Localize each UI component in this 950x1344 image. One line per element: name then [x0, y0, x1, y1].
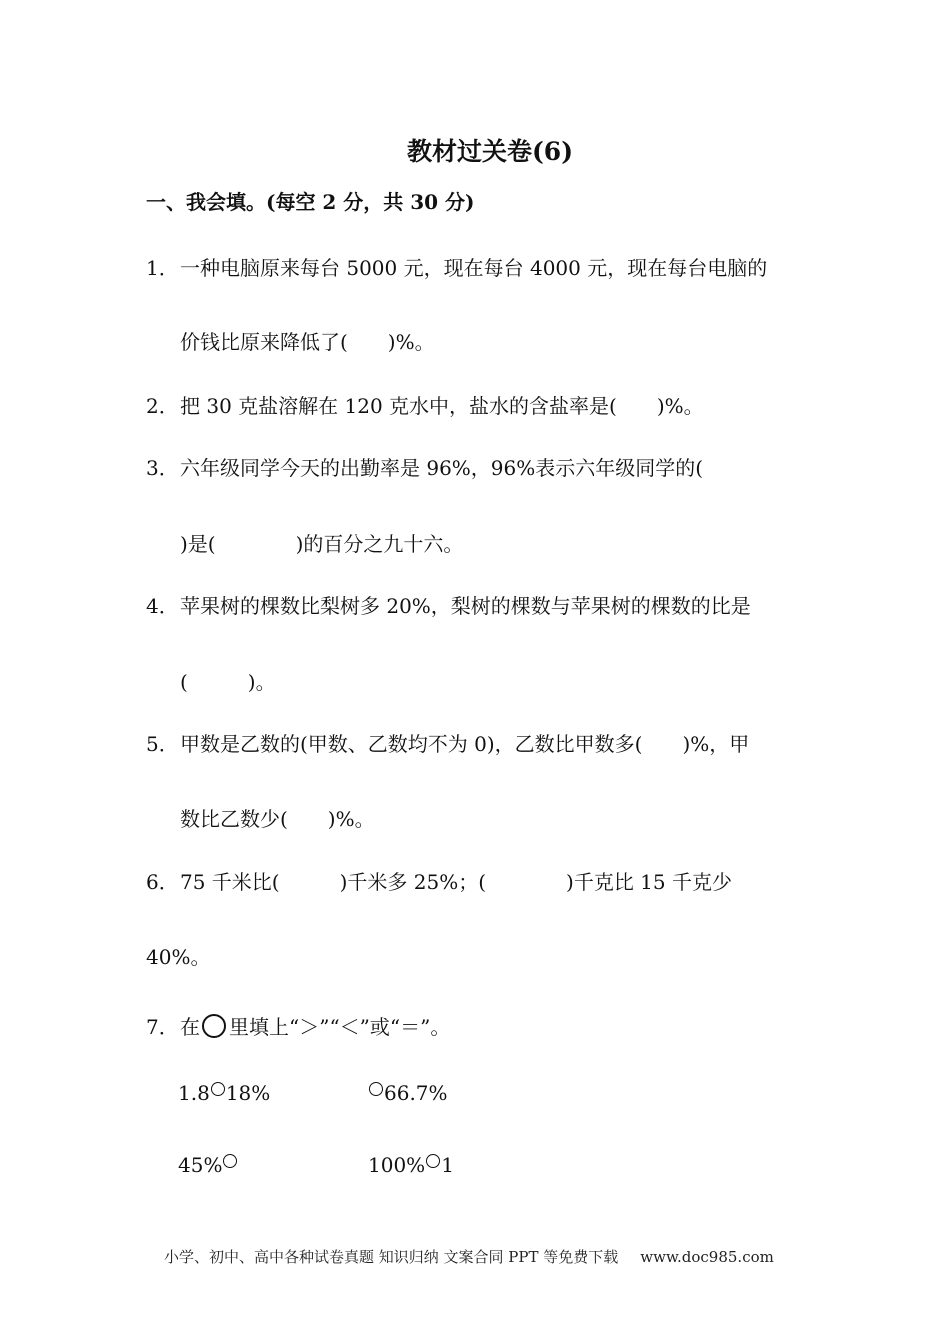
question-5-line-2: 数比乙数少( )%。: [180, 807, 375, 831]
page-title: 教材过关卷(6): [406, 137, 574, 166]
question-4-line-1: [146, 590, 751, 619]
compare-b-right: 66.7%: [384, 1081, 448, 1105]
question-7-post: 里填上“＞”“＜”或“＝”。: [229, 1015, 451, 1039]
compare-circle-icon[interactable]: [426, 1154, 440, 1168]
compare-d-right: 1: [441, 1153, 454, 1177]
compare-circle-icon[interactable]: [211, 1082, 225, 1096]
question-3-text: 六年级同学今天的出勤率是 96%，96%表示六年级同学的(: [180, 456, 704, 480]
question-3-number: 3．: [146, 456, 179, 480]
question-2-text: 把 30 克盐溶解在 120 克水中，盐水的含盐率是( )%。: [180, 394, 704, 418]
question-4-number: 4．: [146, 594, 179, 618]
compare-item-c: [178, 1153, 238, 1177]
compare-a-right: 18%: [225, 1081, 271, 1105]
question-4-line-2: ( )。: [180, 670, 276, 694]
question-1-text: 一种电脑原来每台 5000 元，现在每台 4000 元，现在每台电脑的: [180, 256, 768, 280]
question-1-line-1: [146, 252, 767, 281]
question-5-number: 5．: [146, 732, 179, 756]
compare-item-b: [368, 1081, 448, 1105]
compare-a-left: 1.8: [178, 1081, 210, 1105]
question-7-line-1: [146, 1011, 450, 1040]
question-3-line-2: )是( )的百分之九十六。: [180, 532, 464, 556]
question-6-line-2: 40%。: [146, 945, 211, 969]
question-2-line-1: [146, 390, 704, 419]
question-1-number: 1．: [146, 256, 179, 280]
question-6-text: 75 千米比( )千米多 25%；( )千克比 15 千克少: [180, 870, 732, 894]
question-6-number: 6．: [146, 870, 179, 894]
compare-item-a: [178, 1081, 270, 1105]
compare-circle-icon[interactable]: [223, 1154, 237, 1168]
question-7-number: 7．: [146, 1015, 179, 1039]
question-5-line-1: [146, 728, 749, 757]
compare-d-left: 100%: [368, 1153, 426, 1177]
footer-url[interactable]: www.doc985.com: [640, 1248, 774, 1266]
compare-item-d: [368, 1153, 454, 1177]
question-4-text: 苹果树的棵数比梨树多 20%，梨树的棵数与苹果树的棵数的比是: [180, 594, 751, 618]
compare-circle-icon[interactable]: [369, 1082, 383, 1096]
footer-text: 小学、初中、高中各种试卷真题 知识归纳 文案合同 PPT 等免费下载: [164, 1248, 619, 1266]
section-heading: 一、我会填。(每空 2 分，共 30 分): [146, 190, 475, 214]
compare-c-left: 45%: [178, 1153, 223, 1177]
question-3-line-1: [146, 452, 703, 481]
question-6-line-1: [146, 866, 732, 895]
question-1-line-2: 价钱比原来降低了( )%。: [180, 330, 435, 354]
page-footer: [164, 1246, 774, 1267]
question-5-text: 甲数是乙数的(甲数、乙数均不为 0)，乙数比甲数多( )%，甲: [180, 732, 750, 756]
question-7-pre: 在: [180, 1015, 200, 1039]
circle-icon: [202, 1014, 226, 1038]
question-2-number: 2．: [146, 394, 179, 418]
